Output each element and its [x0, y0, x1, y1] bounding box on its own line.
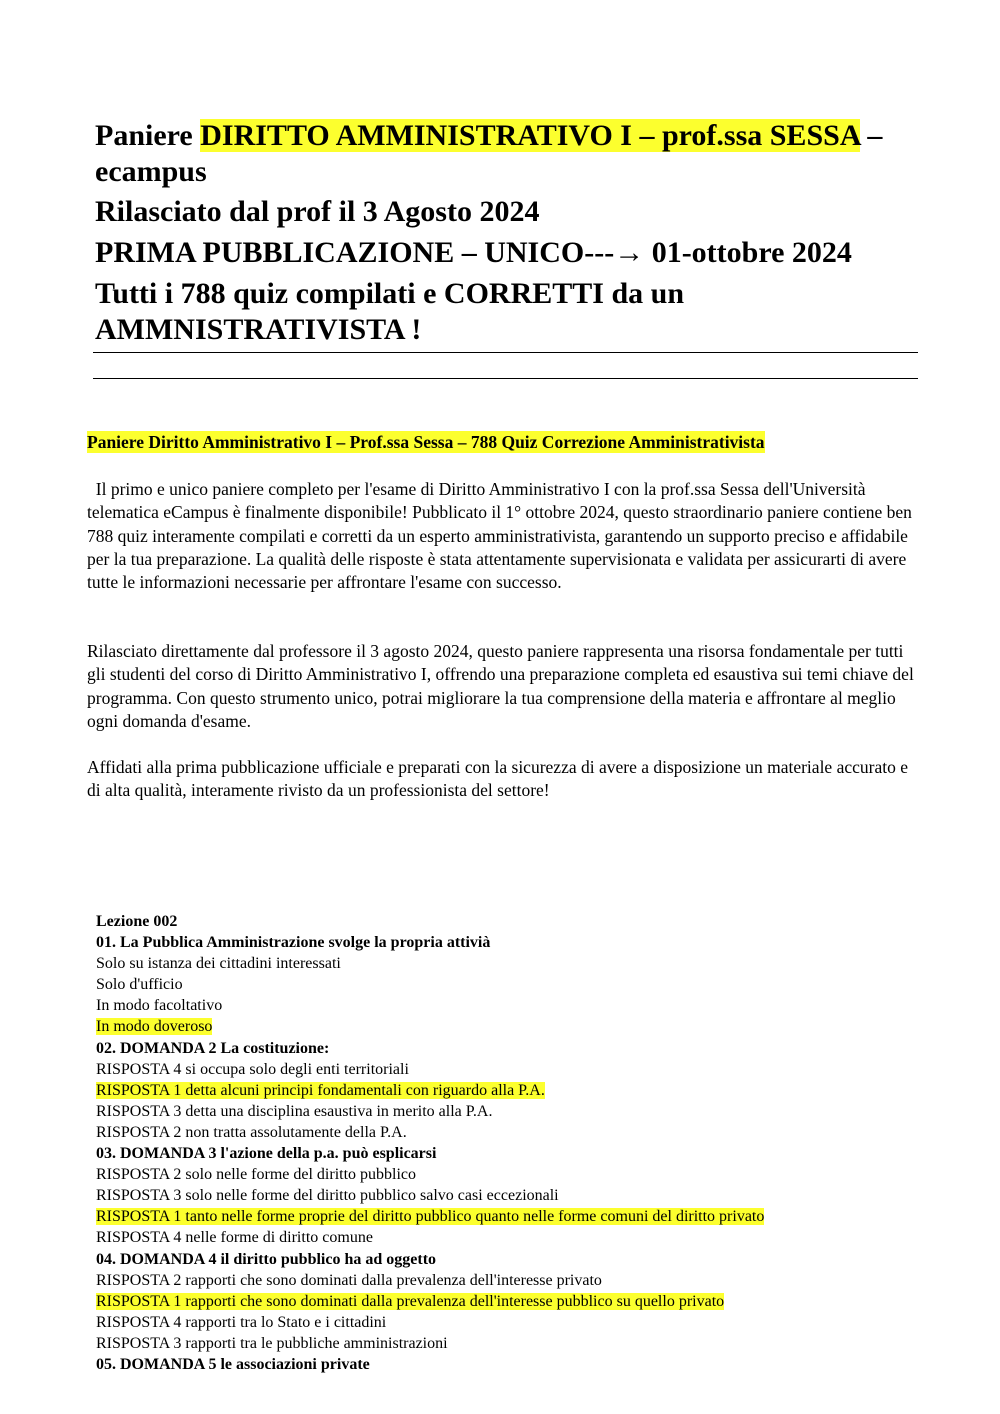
question: 05. DOMANDA 5 le associazioni private: [96, 1355, 370, 1373]
correct-answer: RISPOSTA 1 tanto nelle forme proprie del diritto pubblico quanto nelle forme comuni del diritto privato: [96, 1208, 765, 1226]
intro-paragraph-3: Affidati alla prima pubblicazione ufficiale e preparati con la sicurezza di avere a disposizione un materiale accurato e di alta qualità, interamente rivisto da un professionista del settore!: [87, 757, 908, 801]
correct-answer: RISPOSTA 1 detta alcuni principi fondamentali con riguardo alla P.A.: [96, 1081, 545, 1099]
answer: Solo d'ufficio: [96, 976, 183, 994]
answer: RISPOSTA 3 detta una disciplina esaustiva in merito alla P.A.: [96, 1102, 493, 1120]
question: 03. DOMANDA 3 l'azione della p.a. può esplicarsi: [96, 1145, 437, 1163]
header-title: [95, 118, 925, 190]
header-publication-line: [95, 235, 925, 271]
header-quiz-count-line: Tutti i 788 quiz compilati e CORRETTI da un AMMNISTRATIVISTA !: [95, 277, 684, 346]
header-release-line: Rilasciato dal prof il 3 Agosto 2024: [95, 195, 540, 228]
answer: RISPOSTA 3 rapporti tra le pubbliche amministrazioni: [96, 1334, 448, 1352]
header-title-highlight: DIRITTO AMMINISTRATIVO I – prof.ssa SESSA: [200, 119, 860, 152]
header-title-prefix: Paniere: [95, 119, 201, 152]
arrow-right-icon: →: [614, 236, 645, 269]
answer: RISPOSTA 4 si occupa solo degli enti territoriali: [96, 1060, 409, 1078]
question: 04. DOMANDA 4 il diritto pubblico ha ad oggetto: [96, 1250, 437, 1268]
correct-answer: In modo doveroso: [96, 1018, 213, 1036]
intro-paragraph-2: Rilasciato direttamente dal professore il 3 agosto 2024, questo paniere rappresenta una risorsa fondamentale per tutti gli studenti del corso di Diritto Amministrativo I, offrendo una preparazione completa ed esaustiva sui temi chiave del programma. Con questo strumento unico, potrai migliorare la tua comprensione della materia e affrontare al meglio ogni domanda d'esame.: [87, 641, 914, 731]
header-publication-date: 01-ottobre 2024: [644, 236, 852, 269]
answer: In modo facoltativo: [96, 997, 223, 1015]
question: 02. DOMANDA 2 La costituzione:: [96, 1039, 330, 1057]
header-publication-prefix: PRIMA PUBBLICAZIONE – UNICO---: [95, 236, 615, 269]
quiz-section: [96, 911, 926, 1375]
intro-paragraph-1: Il primo e unico paniere completo per l'esame di Diritto Amministrativo I con la prof.ssa Sessa dell'Università telematica eCampus è finalmente disponibile! Pubblicato il 1° ottobre 2024, questo straordinario paniere contiene ben 788 quiz interamente compilati e corretti da un esperto amministrativista, garantendo un supporto preciso e affidabile per la tua preparazione. La qualità delle risposte è stata attentamente supervisionata e validata per assicurarti di avere tutte le informazioni necessarie per affrontare l'esame con successo.: [87, 479, 917, 593]
answer: RISPOSTA 2 rapporti che sono dominati dalla prevalenza dell'interesse privato: [96, 1271, 602, 1289]
correct-answer: RISPOSTA 1 rapporti che sono dominati dalla prevalenza dell'interesse pubblico su quello privato: [96, 1292, 725, 1310]
header-title-suffix: – ecampus: [95, 119, 883, 188]
answer: RISPOSTA 3 solo nelle forme del diritto pubblico salvo casi eccezionali: [96, 1187, 559, 1205]
question: 01. La Pubblica Amministrazione svolge la propria attivià: [96, 934, 491, 952]
answer: Solo su istanza dei cittadini interessati: [96, 955, 341, 973]
document-header: [95, 118, 925, 348]
answer: RISPOSTA 2 non tratta assolutamente della P.A.: [96, 1123, 407, 1141]
divider: [93, 378, 918, 379]
answer: RISPOSTA 4 rapporti tra lo Stato e i cittadini: [96, 1313, 387, 1331]
answer: RISPOSTA 2 solo nelle forme del diritto pubblico: [96, 1166, 417, 1184]
divider: [93, 352, 918, 353]
answer: RISPOSTA 4 nelle forme di diritto comune: [96, 1229, 373, 1247]
lesson-title: Lezione 002: [96, 913, 178, 930]
document-subtitle: Paniere Diritto Amministrativo I – Prof.ssa Sessa – 788 Quiz Correzione Amministrativista: [87, 432, 765, 452]
